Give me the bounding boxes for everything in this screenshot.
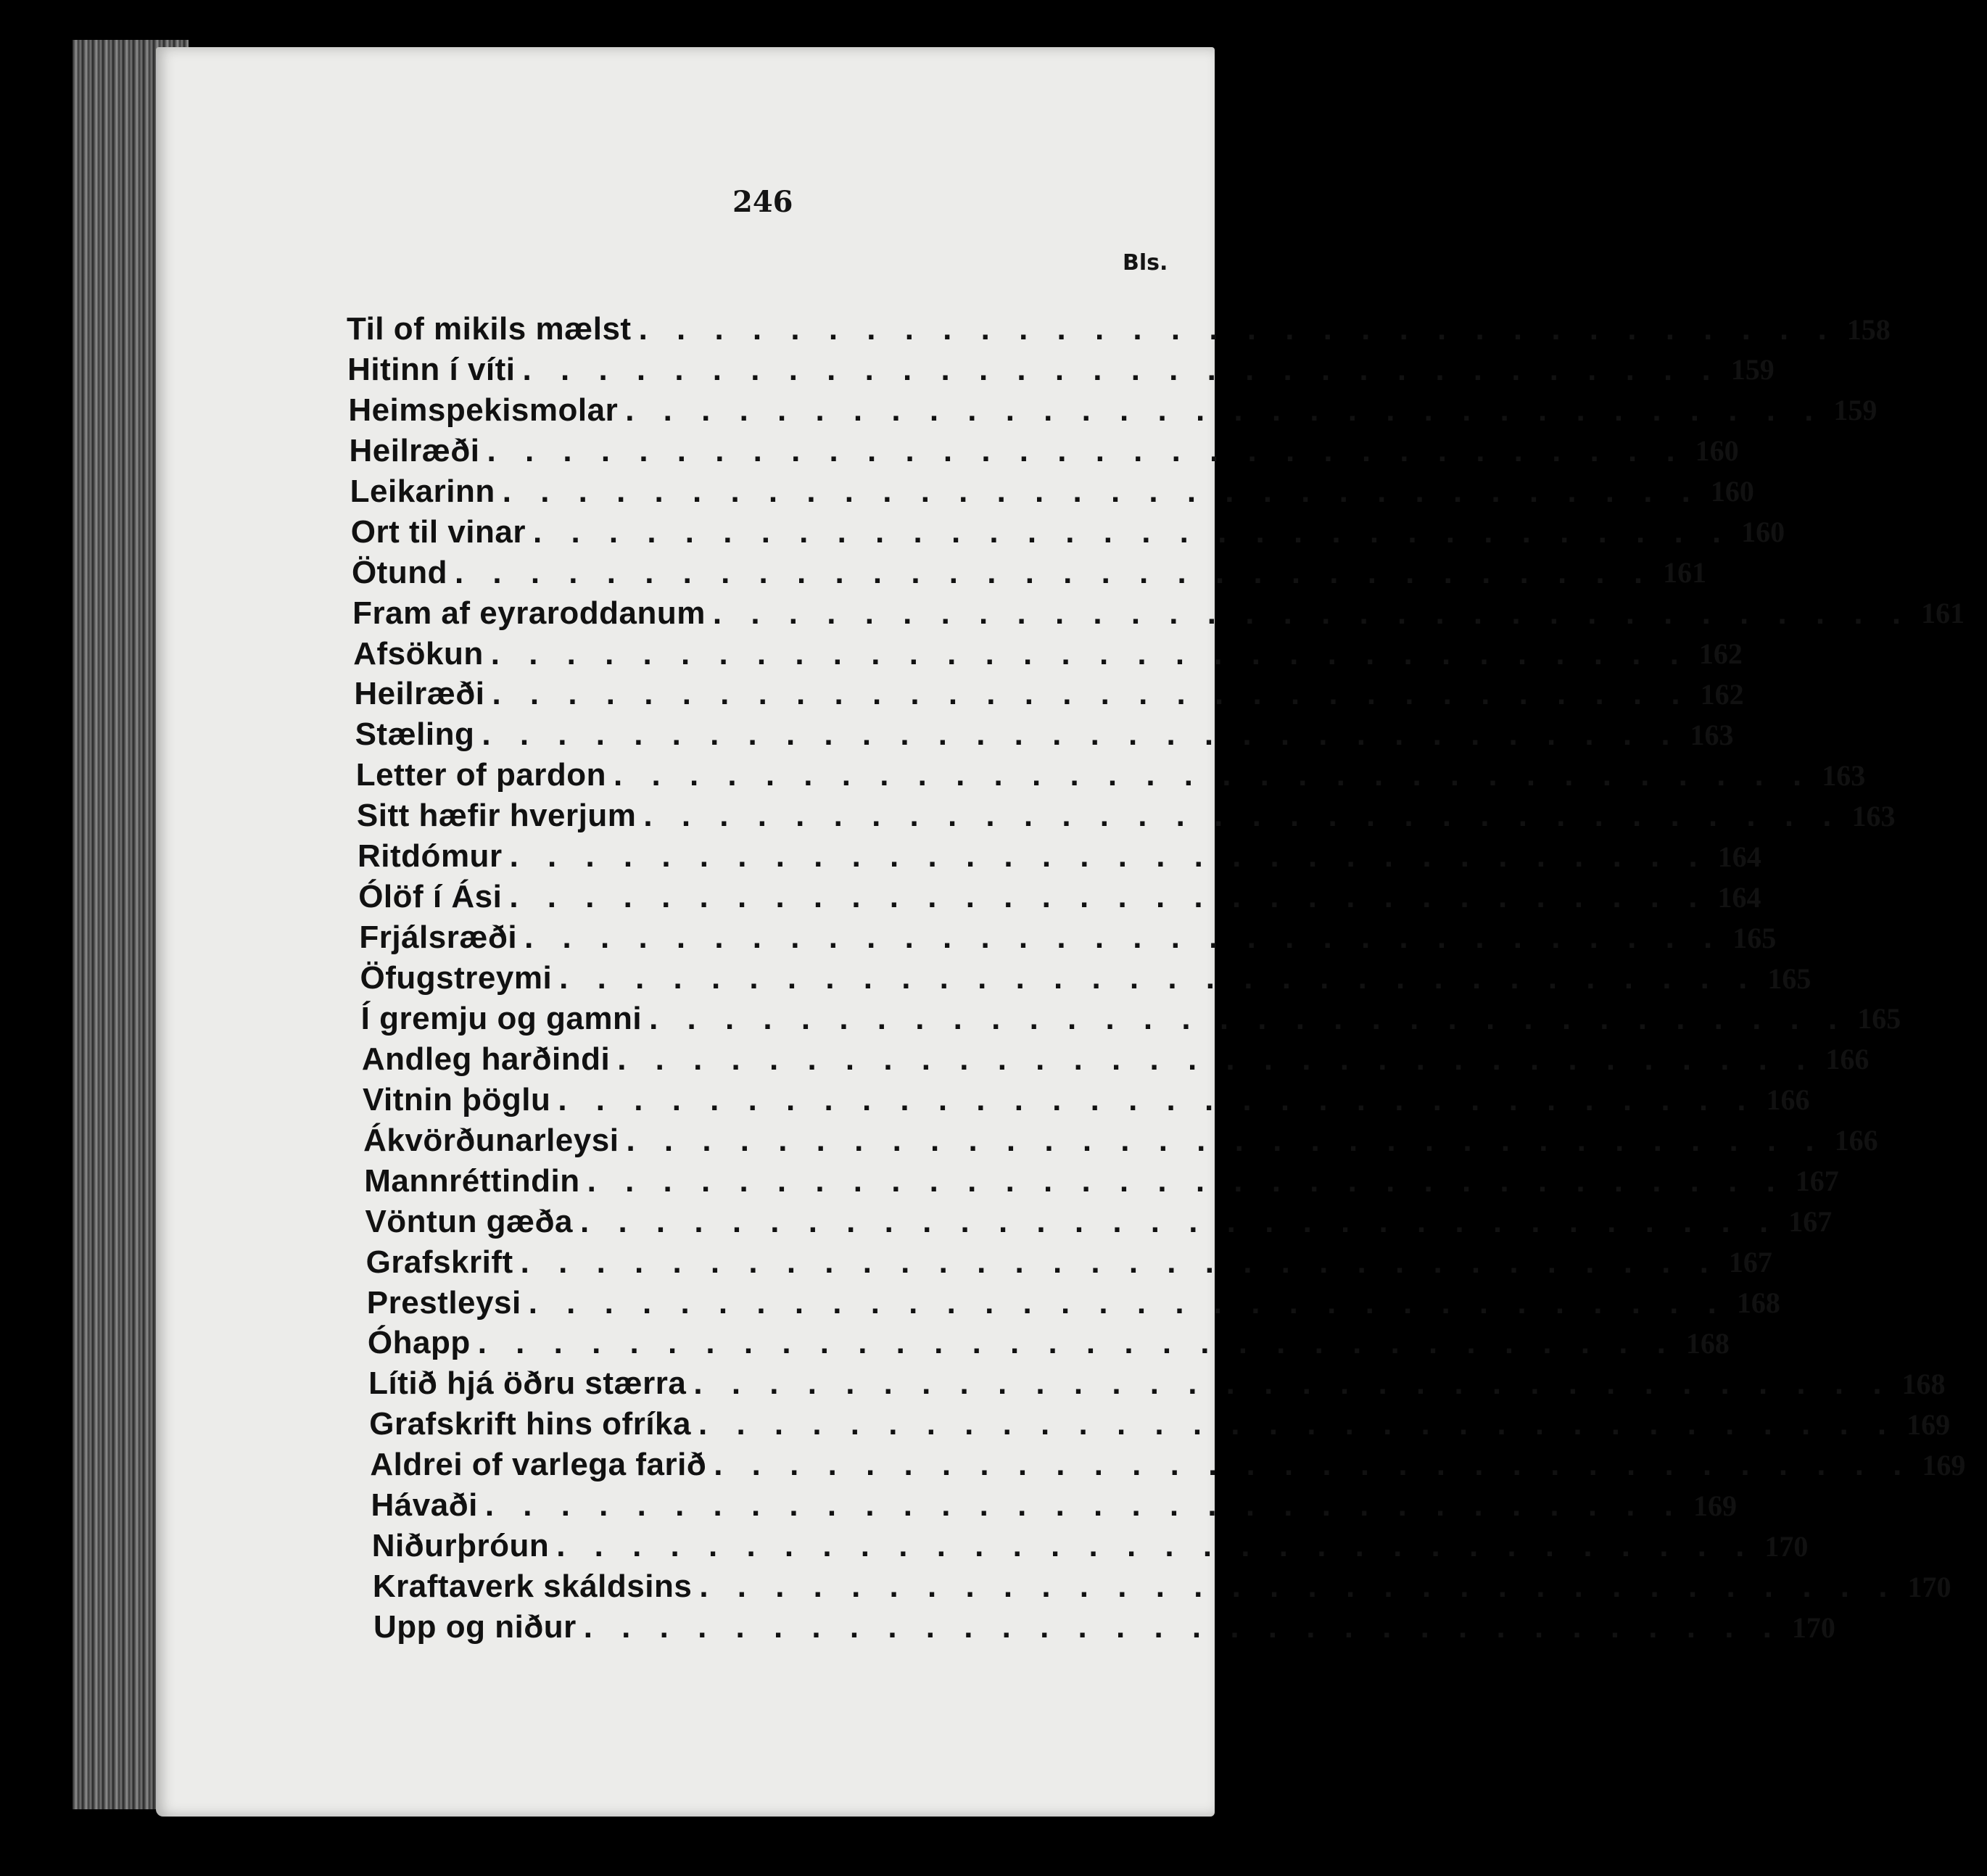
toc-dot-leader: . . . . . . . . . . . . . . . . . . . . . . . . . . . . . . . . [520, 1244, 1719, 1280]
toc-entry-page: 160 [1710, 475, 1754, 508]
toc-entry [354, 675, 1744, 713]
toc-entry [358, 878, 1761, 916]
toc-entry [355, 756, 1866, 794]
toc-entry [367, 1324, 1730, 1362]
toc-entry-page: 158 [1846, 313, 1891, 346]
toc-dot-leader: . . . . . . . . . . . . . . . . . . . . . . . . . . . . . . . . [528, 1284, 1727, 1321]
toc-entry [350, 473, 1754, 511]
toc-entry-title: Ritdómur [358, 838, 503, 875]
toc-dot-leader: . . . . . . . . . . . . . . . . . . . . . . . . . . . . . . . . [492, 676, 1690, 712]
toc-entry [371, 1487, 1737, 1524]
toc-dot-leader: . . . . . . . . . . . . . . . . . . . . . . . . . . . . . . . . [643, 798, 1842, 834]
toc-entry-title: Upp og niður [373, 1609, 577, 1645]
toc-entry-title: Frjálsræði [359, 920, 518, 956]
toc-entry [372, 1568, 1951, 1606]
toc-entry-page: 167 [1788, 1205, 1833, 1239]
toc-entry [370, 1446, 1966, 1484]
toc-dot-leader: . . . . . . . . . . . . . . . . . . . . . . . . . . . . . . . . [649, 1000, 1848, 1036]
toc-dot-leader: . . . . . . . . . . . . . . . . . . . . . . . . . . . . . . . . [524, 920, 1723, 956]
toc-entry-title: Stæling [355, 716, 475, 753]
toc-entry-page: 169 [1922, 1448, 1966, 1482]
toc-entry-title: Hávaði [371, 1487, 478, 1524]
toc-dot-leader: . . . . . . . . . . . . . . . . . . . . . . . . . . . . . . . . [502, 473, 1701, 509]
toc-entry-title: Ort til vinar [350, 513, 526, 550]
toc-entry-title: Grafskrift [365, 1244, 513, 1280]
toc-entry-title: Ólöf í Ási [358, 879, 503, 915]
toc-dot-leader: . . . . . . . . . . . . . . . . . . . . . . . . . . . . . . . . [580, 1203, 1779, 1239]
toc-entry-title: Mannréttindin [364, 1162, 580, 1199]
toc-entry-title: Afsökun [353, 635, 484, 672]
toc-entry-page: 164 [1717, 840, 1761, 873]
toc-entry-title: Prestleysi [366, 1284, 521, 1321]
toc-entry [360, 959, 1812, 997]
toc-entry-page: 159 [1833, 394, 1877, 427]
toc-entry-page: 160 [1695, 434, 1739, 468]
toc-entry-title: Heilræði [349, 432, 480, 468]
toc-dot-leader: . . . . . . . . . . . . . . . . . . . . . . . . . . . . . . . . [482, 716, 1680, 753]
toc-entry-title: Vitnin þöglu [362, 1081, 551, 1117]
toc-entry-title: Óhapp [367, 1325, 471, 1361]
toc-entry-page: 165 [1857, 1002, 1901, 1036]
toc-entry [358, 838, 1761, 875]
toc-entry [371, 1527, 1809, 1565]
toc-entry [369, 1405, 1951, 1443]
toc-entry-title: Sitt hæfir hverjum [356, 798, 637, 834]
toc-entry-page: 167 [1728, 1246, 1772, 1279]
toc-dot-leader: . . . . . . . . . . . . . . . . . . . . . . . . . . . . . . . . [454, 554, 1653, 590]
toc-dot-leader: . . . . . . . . . . . . . . . . . . . . . . . . . . . . . . . . [712, 595, 1912, 631]
toc-dot-leader: . . . . . . . . . . . . . . . . . . . . . . . . . . . . . . . . [533, 513, 1732, 550]
toc-entry-page: 162 [1698, 637, 1743, 670]
toc-dot-leader: . . . . . . . . . . . . . . . . . . . . . . . . . . . . . . . . [587, 1162, 1785, 1199]
toc-entry [362, 1081, 1810, 1119]
toc-entry [360, 1000, 1901, 1038]
toc-entry-title: Hitinn í víti [347, 351, 516, 387]
toc-entry [364, 1162, 1839, 1200]
toc-entry-page: 167 [1795, 1165, 1839, 1198]
toc-dot-leader: . . . . . . . . . . . . . . . . . . . . . . . . . . . . . . . . [490, 635, 1689, 672]
toc-dot-leader: . . . . . . . . . . . . . . . . . . . . . . . . . . . . . . . . [487, 432, 1685, 468]
toc-entry-page: 168 [1736, 1286, 1780, 1319]
toc-dot-leader: . . . . . . . . . . . . . . . . . . . . . . . . . . . . . . . . [509, 838, 1708, 875]
toc-dot-leader: . . . . . . . . . . . . . . . . . . . . . . . . . . . . . . . . [693, 1365, 1892, 1402]
toc-entry-page: 170 [1764, 1529, 1809, 1563]
toc-entry-title: Til of mikils mælst [347, 311, 632, 347]
toc-dot-leader: . . . . . . . . . . . . . . . . . . . . . . . . . . . . . . . . [484, 1487, 1683, 1524]
toc-entry-page: 166 [1825, 1043, 1870, 1076]
toc-dot-leader: . . . . . . . . . . . . . . . . . . . . . . . . . . . . . . . . [583, 1609, 1782, 1645]
toc-dot-leader: . . . . . . . . . . . . . . . . . . . . . . . . . . . . . . . . [617, 1041, 1816, 1077]
toc-entry-title: Heimspekismolar [348, 392, 619, 428]
toc-entry [350, 513, 1785, 551]
toc-entry [361, 1041, 1870, 1078]
toc-entry [347, 310, 1891, 348]
toc-entry-page: 160 [1741, 516, 1785, 549]
toc-entry [352, 595, 1965, 632]
toc-entry-page: 163 [1822, 759, 1866, 792]
toc-entry-title: Kraftaverk skáldsins [372, 1569, 693, 1605]
toc-dot-leader: . . . . . . . . . . . . . . . . . . . . . . . . . . . . . . . . [614, 757, 1812, 793]
toc-dot-leader: . . . . . . . . . . . . . . . . . . . . . . . . . . . . . . . . [556, 1528, 1755, 1564]
toc-entry-title: Fram af eyraroddanum [352, 595, 706, 631]
toc-entry-title: Lítið hjá öðru stærra [368, 1365, 687, 1402]
toc-entry-title: Í gremju og gamni [360, 1000, 643, 1036]
toc-entry [353, 635, 1743, 673]
toc-entry [356, 797, 1896, 835]
toc-dot-leader: . . . . . . . . . . . . . . . . . . . . . . . . . . . . . . . . [522, 351, 1721, 387]
toc-entry-page: 162 [1700, 677, 1744, 711]
toc-entry [368, 1365, 1946, 1402]
toc-entry [365, 1244, 1772, 1281]
toc-entry [347, 351, 1775, 389]
toc-entry-title: Leikarinn [350, 473, 495, 509]
toc-dot-leader: . . . . . . . . . . . . . . . . . . . . . . . . . . . . . . . . [477, 1325, 1676, 1361]
toc-entry-title: Letter of pardon [355, 757, 607, 793]
toc-entry-title: Vöntun gæða [365, 1203, 574, 1239]
toc-entry [363, 1122, 1878, 1160]
toc-entry-title: Ötund [351, 554, 447, 590]
toc-entry-page: 168 [1901, 1367, 1946, 1400]
toc-entry-page: 164 [1717, 880, 1761, 914]
toc-dot-leader: . . . . . . . . . . . . . . . . . . . . . . . . . . . . . . . . [638, 311, 1837, 347]
toc-entry-page: 169 [1907, 1408, 1951, 1441]
toc-entry-page: 166 [1834, 1124, 1878, 1157]
toc-dot-leader: . . . . . . . . . . . . . . . . . . . . . . . . . . . . . . . . [509, 879, 1708, 915]
toc-dot-leader: . . . . . . . . . . . . . . . . . . . . . . . . . . . . . . . . [698, 1406, 1897, 1442]
toc-dot-leader: . . . . . . . . . . . . . . . . . . . . . . . . . . . . . . . . [558, 1081, 1756, 1117]
toc-entry-title: Grafskrift hins ofríka [369, 1406, 691, 1442]
toc-dot-leader: . . . . . . . . . . . . . . . . . . . . . . . . . . . . . . . . [625, 392, 1824, 428]
toc-dot-leader: . . . . . . . . . . . . . . . . . . . . . . . . . . . . . . . . [626, 1122, 1825, 1158]
toc-entry-page: 170 [1907, 1570, 1951, 1603]
toc-entry [355, 716, 1734, 753]
toc-entry-page: 169 [1693, 1489, 1737, 1522]
toc-entry-page: 166 [1766, 1083, 1810, 1117]
toc-entry-page: 163 [1851, 799, 1896, 832]
toc-entry-page: 159 [1730, 353, 1775, 387]
toc-entry-page: 163 [1690, 718, 1734, 751]
toc-entry [359, 919, 1777, 956]
toc-entry-page: 161 [1663, 556, 1707, 590]
toc-dot-leader: . . . . . . . . . . . . . . . . . . . . . . . . . . . . . . . . [714, 1447, 1912, 1483]
toc-entry-title: Öfugstreymi [360, 960, 553, 996]
toc-entry-title: Niðurþróun [371, 1528, 550, 1564]
toc-entry-title: Aldrei of varlega farið [370, 1447, 707, 1483]
toc-entry [365, 1203, 1833, 1241]
toc-entry-page: 165 [1732, 921, 1777, 954]
toc-entry [373, 1608, 1835, 1646]
page-number: 246 [732, 185, 793, 219]
toc-entry-title: Ákvörðunarleysi [363, 1122, 619, 1158]
toc-dot-leader: . . . . . . . . . . . . . . . . . . . . . . . . . . . . . . . . [559, 960, 1758, 996]
toc-entry-page: 168 [1685, 1326, 1730, 1360]
toc-dot-leader: . . . . . . . . . . . . . . . . . . . . . . . . . . . . . . . . [699, 1569, 1898, 1605]
toc-entry-title: Andleg harðindi [361, 1041, 611, 1077]
toc-entry-page: 170 [1791, 1611, 1835, 1644]
toc-entry-title: Heilræði [354, 676, 485, 712]
toc-entry [351, 554, 1707, 592]
toc-entry [348, 392, 1877, 429]
page-column-header: Bls. [1123, 250, 1168, 276]
toc-entry [349, 432, 1739, 470]
toc-entry-page: 165 [1767, 962, 1812, 995]
toc-entry [366, 1284, 1780, 1322]
toc-entry-page: 161 [1921, 597, 1965, 630]
